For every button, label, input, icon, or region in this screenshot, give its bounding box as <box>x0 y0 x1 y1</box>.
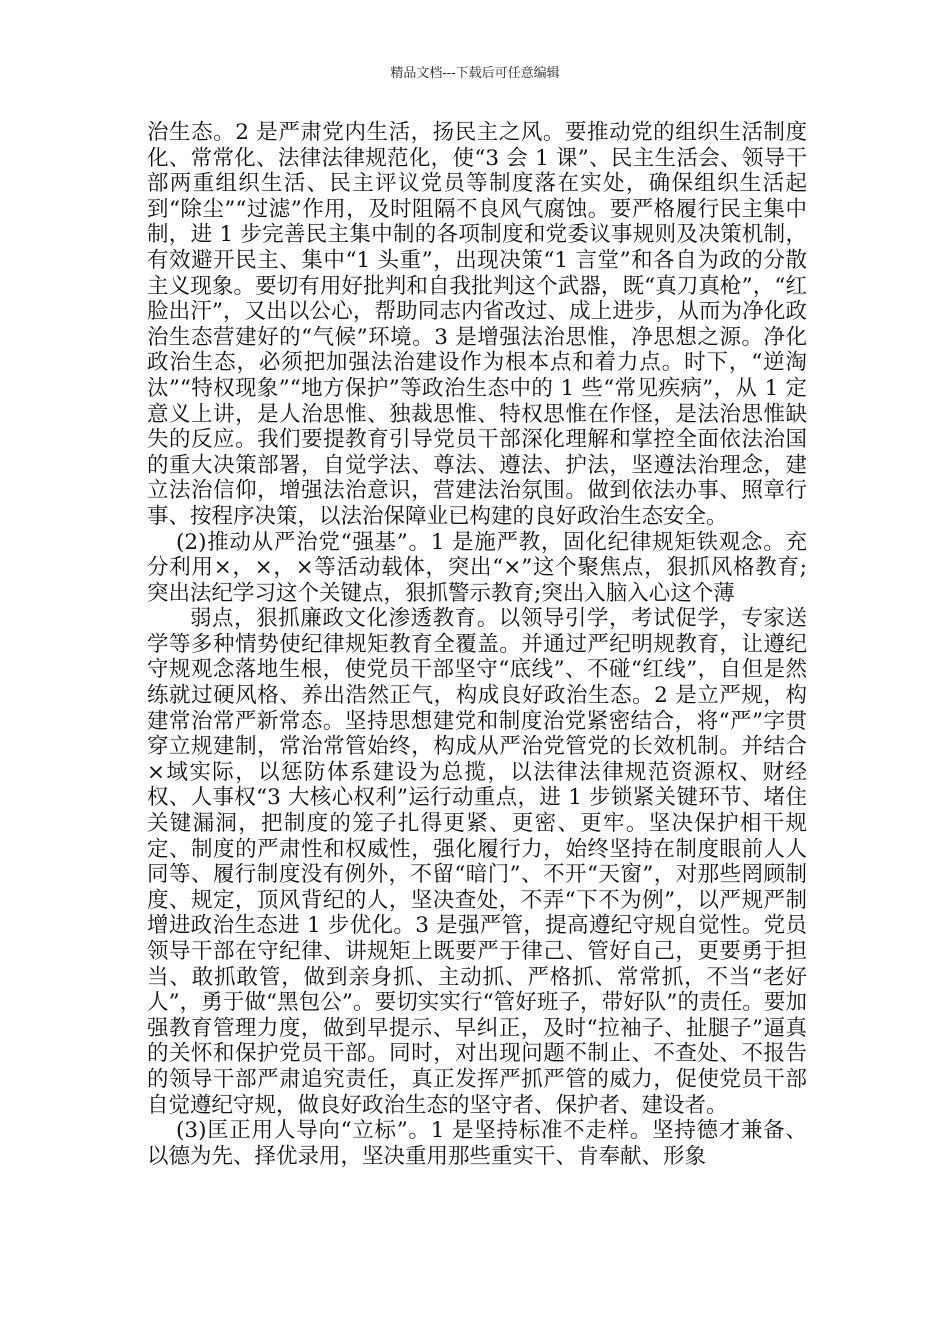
page-header: 精品文档---下载后可任意编辑 <box>390 66 560 81</box>
document-body <box>147 120 807 1169</box>
paragraph-continuation: 治生态。2 是严肃党内生活，扬民主之风。要推动党的组织生活制度化、常常化、法律法律规范化，使“3 会 1 课”、民主生活会、领导干部两重组织生活、民主评议党员等制度落在实处，确保组织生活起到“除尘”“过滤”作用，及时阻隔不良风气腐蚀。要严格履行民主集中制，进 1 步完善民主集中制的各项制度和党委议事规则及决策机制，有效避开民主、集中“1 头重”，出现决策“1 言堂”和各自为政的分散主义现象。要切有用好批判和自我批判这个武器，既“真刀真枪”，“红脸出汗”，又出以公心，帮助同志内省改过、成上进步，从而为净化政治生态营建好的“气候”环境。3 是增强法治思惟，净思想之源。净化政治生态，必须把加强法治建设作为根本点和着力点。时下，“逆淘汰”“特权现象”“地方保护”等政治生态中的 1 些“常见疾病”，从 1 定意义上讲，是人治思惟、独裁思惟、特权思惟在作怪，是法治思惟缺失的反应。我们要提教育引导党员干部深化理解和掌控全面依法治国的重大决策部署，自觉学法、尊法、遵法、护法，坚遵法治理念，建立法治信仰，增强法治意识，营建法治氛围。做到依法办事、照章行事、按程序决策，以法治保障业已构建的良好政治生态安全。 <box>147 120 807 529</box>
paragraph-section-2: (2)推动从严治党“强基”。1 是施严教，固化纪律规矩铁观念。充分利用×，×，×等活动载体，突出“×”这个聚焦点，狠抓风格教育;突出法纪学习这个关键点，狠抓警示教育;突出入脑入心这个薄 <box>147 529 807 606</box>
paragraph-section-2-continued: 弱点，狠抓廉政文化渗透教育。以领导引学，考试促学，专家送学等多种情势使纪律规矩教育全覆盖。并通过严纪明规教育，让遵纪守规观念落地生根，使党员干部坚守“底线”、不碰“红线”，自但是然练就过硬风格、养出浩然正气，构成良好政治生态。2 是立严规，构建常治常严新常态。坚持思想建党和制度治党紧密结合，将“严”字贯穿立规建制，常治常管始终，构成从严治党管党的长效机制。并结合×域实际，以惩防体系建设为总揽，以法律法律规范资源权、财经权、人事权“3 大核心权利”运行动重点，进 1 步锁紧关键环节、堵住关键漏洞，把制度的笼子扎得更紧、更密、更牢。坚决保护相干规定、制度的严肃性和权威性，强化履行力，始终坚持在制度眼前人人同等、履行制度没有例外，不留“暗门”、不开“天窗”，对那些罔顾制度、规定，顶风背纪的人，坚决查处，不弄“下不为例”，以严规严制增进政治生态进 1 步优化。3 是强严管，提高遵纪守规自觉性。党员领导干部在守纪律、讲规矩上既要严于律己、管好自己，更要勇于担当、敢抓敢管，做到亲身抓、主动抓、严格抓、常常抓，不当“老好人”，勇于做“黑包公”。要切实实行“管好班子，带好队”的责任。要加强教育管理力度，做到早提示、早纠正，及时“拉袖子、扯腿子”逼真的关怀和保护党员干部。同时，对出现问题不制止、不查处、不报告的领导干部严肃追究责任，真正发挥严抓严管的威力，促使党员干部自觉遵纪守规，做良好政治生态的坚守者、保护者、建设者。 <box>147 606 807 1118</box>
paragraph-section-3: (3)匡正用人导向“立标”。1 是坚持标准不走样。坚持德才兼备、以德为先、择优录用，坚决重用那些重实干、肯奉献、形象 <box>147 1118 807 1169</box>
